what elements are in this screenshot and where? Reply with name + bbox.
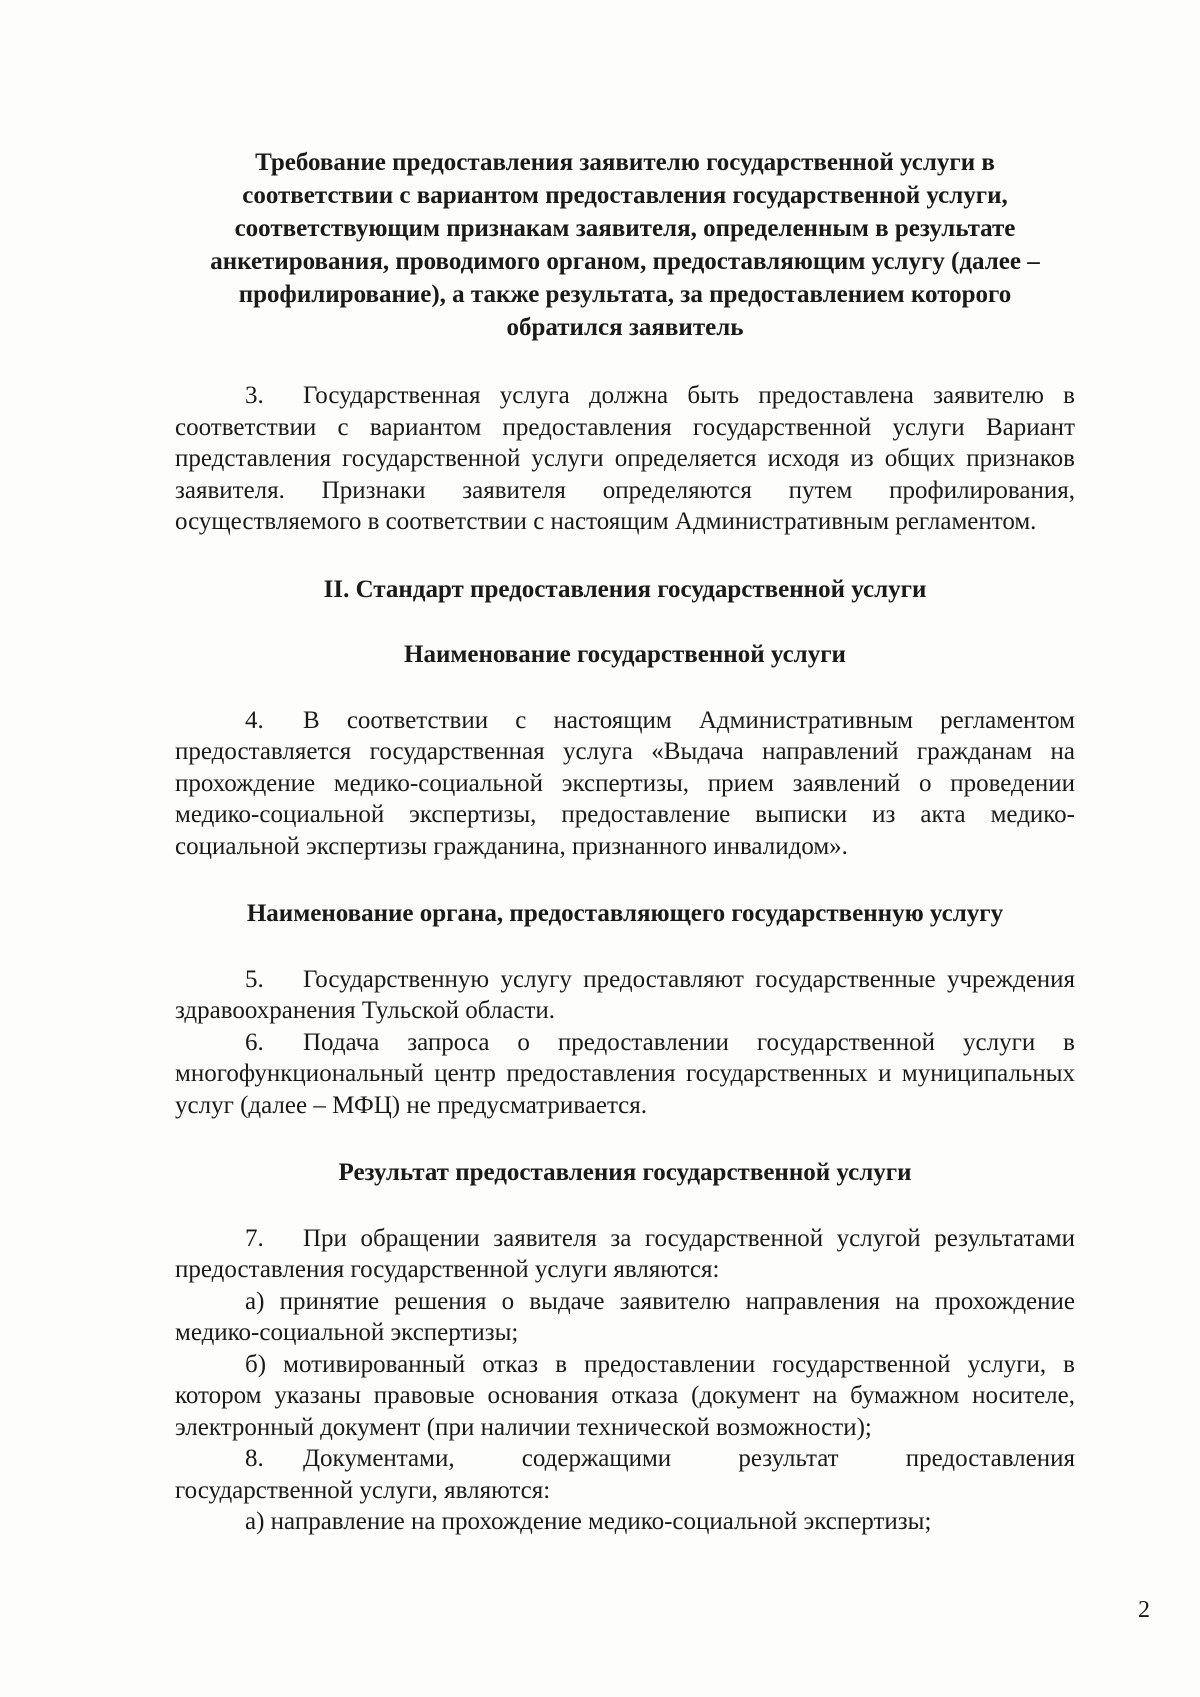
paragraph-7-item-a: а) принятие решения о выдаче заявителю направления на прохождение медико-социальной экспертизы;	[175, 1287, 1075, 1346]
paragraph-number: 5.	[245, 965, 264, 993]
paragraph-text: Подача запроса о предоставлении государственной услуги в многофункциональный центр предоставления государственных и муниципальных услуг (далее – МФЦ) не предусматривается.	[175, 1028, 1075, 1119]
subheading-result: Результат предоставления государственной услуги	[338, 1159, 912, 1186]
paragraph-text: Государственную услугу предоставляют государственные учреждения здравоохранения Тульской области.	[175, 965, 1075, 1024]
paragraph-number: 7.	[245, 1224, 264, 1252]
paragraph-text: В соответствии с настоящим Административным регламентом предоставляется государственная услуга «Выдача направлений гражданам на прохождение медико-социальной экспертизы, прием заявлений о проведении медико-социальной экспертизы, предоставление выписки из акта медико-социальной экспертизы гражданина, признанного инвалидом».	[175, 706, 1075, 860]
paragraph-number: 4.	[245, 706, 264, 734]
paragraph-7-item-b: б) мотивированный отказ в предоставлении государственной услуги, в котором указаны правовые основания отказа (документ на бумажном носителе, электронный документ (при наличии технической возможности);	[175, 1350, 1075, 1441]
paragraph-number: 3.	[245, 382, 264, 409]
paragraph-5	[175, 964, 1075, 1027]
paragraph-7	[175, 1223, 1075, 1286]
paragraph-3	[175, 380, 1075, 538]
paragraph-6	[175, 1027, 1075, 1122]
paragraph-8	[175, 1443, 1075, 1506]
paragraph-number: 6.	[245, 1028, 264, 1056]
document-body	[175, 146, 1075, 1538]
paragraph-4	[175, 705, 1075, 863]
document-title: Требование предоставления заявителю государственной услуги в соответствии с вариантом предоставления государственной услуги, соответствующим признакам заявителя, определенным в результате анкетирования, проводимого органом, предоставляющим услугу (далее – профилирование), а также результата, за предоставлением которого обратился заявитель	[210, 149, 1040, 341]
subheading-authority: Наименование органа, предоставляющего государственную услугу	[246, 900, 1004, 927]
paragraph-text: При обращении заявителя за государственной услугой результатами предоставления государственной услуги являются:	[175, 1224, 1075, 1283]
paragraph-text: Государственная услуга должна быть предоставлена заявителю в соответствии с вариантом предоставления государственной услуги Вариант представления государственной услуги определяется исходя из общих признаков заявителя. Признаки заявителя определяются путем профилирования, осуществляемого в соответствии с настоящим Административным регламентом.	[175, 382, 1075, 535]
paragraph-number: 8.	[245, 1445, 264, 1472]
subheading-service-name: Наименование государственной услуги	[404, 641, 846, 668]
page-number: 2	[1138, 1597, 1150, 1623]
paragraph-8-item-a: а) направление на прохождение медико-социальной экспертизы;	[245, 1508, 932, 1535]
section-heading: II. Стандарт предоставления государственной услуги	[323, 575, 927, 603]
paragraph-text: Документами, содержащими результат предоставления государственной услуги, являются:	[175, 1445, 1075, 1504]
